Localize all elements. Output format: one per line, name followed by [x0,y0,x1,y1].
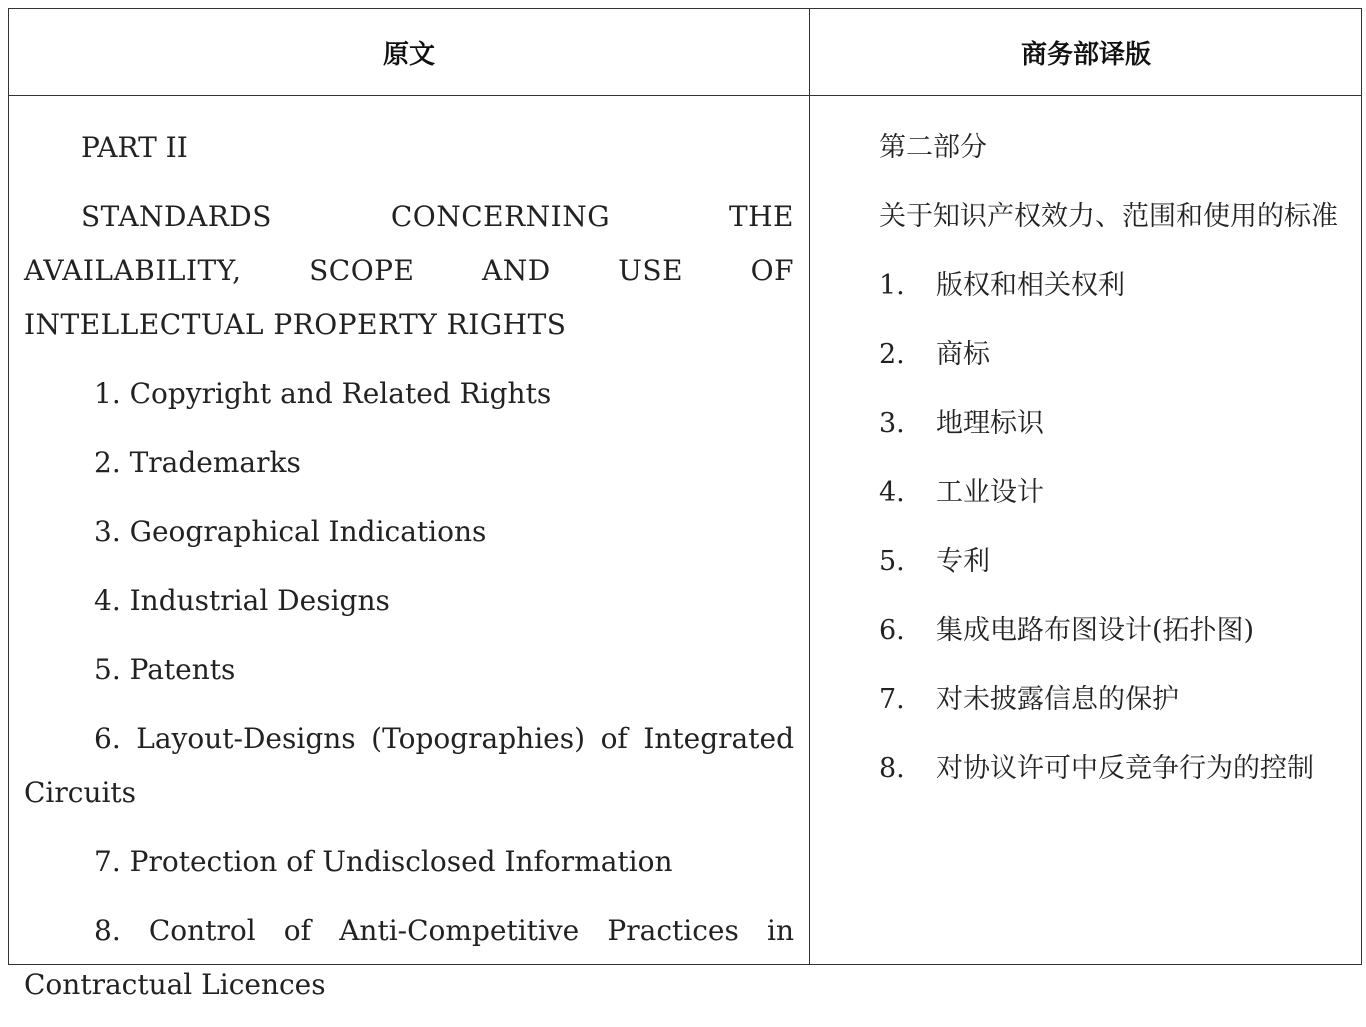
translation-item [879,604,1359,658]
translation-item [879,328,1359,382]
translation-item-number: 7. [879,684,905,715]
original-item: 7. Protection of Undisclosed Information [94,845,673,878]
translation-item-text: 专利 [936,546,990,577]
original-item: 4. Industrial Designs [94,584,390,617]
original-item: 5. Patents [94,653,236,686]
translation-item-text: 对未披露信息的保护 [936,684,1179,715]
translation-item [879,466,1359,520]
original-part: PART II [81,131,188,164]
header-translation: 商务部译版 [1020,39,1151,70]
original-item: 3. Geographical Indications [94,515,487,548]
comparison-table [8,8,1362,1001]
original-item: 6. Layout-Designs (Topographies) of Integrated Circuits [24,722,794,809]
column-divider [809,9,810,964]
translation-item-number: 5. [879,546,905,577]
original-title: STANDARDS CONCERNING THE AVAILABILITY, SCOPE AND USE OF INTELLECTUAL PROPERTY RIGHTS [24,200,794,341]
translation-item [879,673,1359,727]
translation-item-number: 6. [879,615,905,646]
translation-item [879,259,1359,313]
translation-part: 第二部分 [879,132,987,163]
original-item: 1. Copyright and Related Rights [94,377,552,410]
translation-item [879,397,1359,451]
translation-item-number: 8. [879,753,905,784]
translation-item-text: 商标 [936,339,990,370]
translation-item-text: 对协议许可中反竞争行为的控制 [936,753,1314,784]
translation-item-number: 4. [879,477,905,508]
translation-title: 关于知识产权效力、范围和使用的标准 [879,201,1338,232]
original-item: 2. Trademarks [94,446,301,479]
translation-item-number: 3. [879,408,905,439]
header-divider [9,95,1361,96]
translation-item-number: 1. [879,270,905,301]
original-item: 8. Control of Anti-Competitive Practices in Contractual Licences [24,914,794,1001]
translation-item [879,535,1359,589]
translation-column [879,121,1359,811]
translation-item-number: 2. [879,339,905,370]
translation-item [879,742,1359,796]
original-column [24,121,794,1027]
translation-item-text: 版权和相关权利 [936,270,1125,301]
translation-item-text: 地理标识 [936,408,1044,439]
header-original: 原文 [382,39,435,70]
translation-item-text: 工业设计 [936,477,1044,508]
translation-item-text: 集成电路布图设计(拓扑图) [936,615,1255,646]
